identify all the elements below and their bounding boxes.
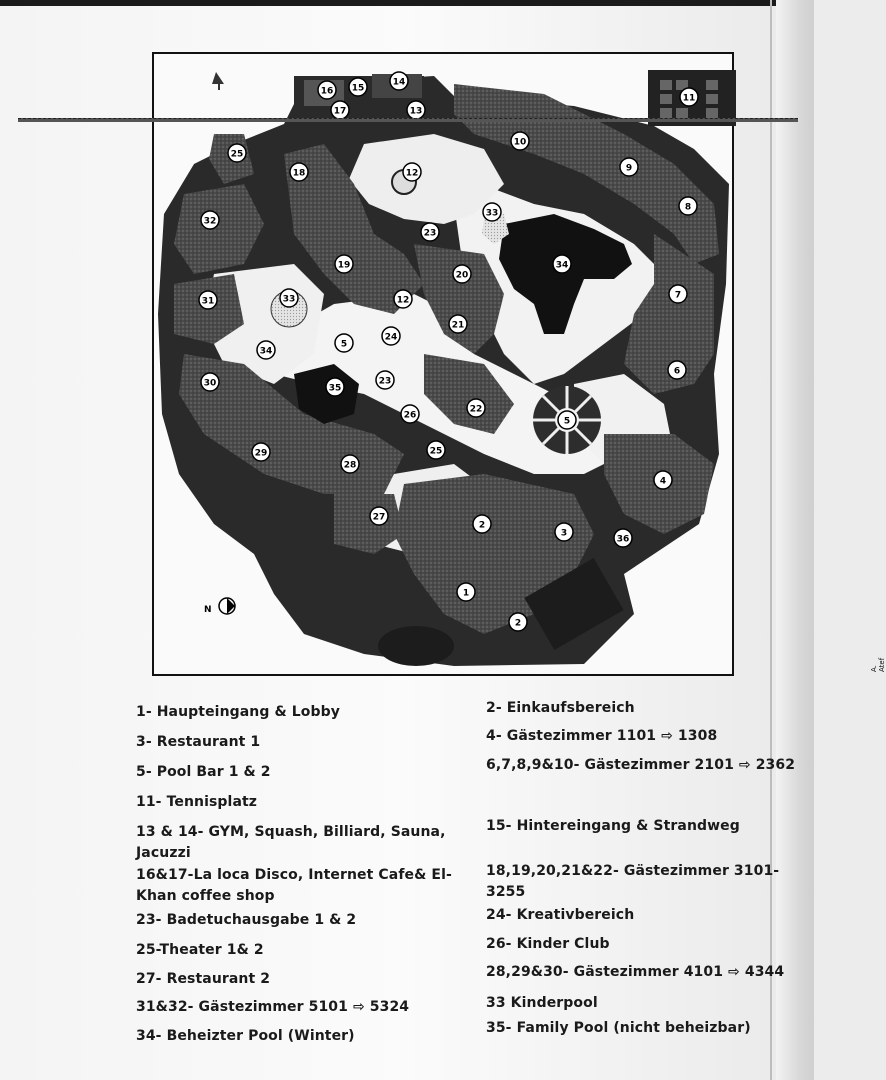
map-marker-label: 17 [333, 106, 347, 117]
map-marker-35 [326, 378, 344, 396]
legend-item-24: 24- Kreativbereich [486, 907, 635, 923]
map-marker-label: 2 [514, 618, 522, 629]
map-marker-11 [680, 88, 698, 106]
map-marker-label: 2 [478, 520, 486, 531]
map-marker-label: 27 [372, 512, 386, 523]
page-fold-line [770, 0, 772, 1080]
map-marker-label: 8 [684, 202, 692, 213]
map-marker-label: 1 [462, 588, 470, 599]
map-marker-label: 9 [625, 163, 633, 174]
map-marker-32 [201, 211, 219, 229]
legend-item-1: 1- Haupteingang & Lobby [136, 704, 340, 720]
map-marker-25 [427, 441, 445, 459]
map-marker-25 [228, 144, 246, 162]
map-marker-8 [679, 197, 697, 215]
map-marker-label: 19 [337, 260, 351, 271]
map-marker-15 [349, 78, 367, 96]
map-marker-label: 6 [673, 366, 681, 377]
map-marker-33 [280, 289, 298, 307]
legend-item-27: 27- Restaurant 2 [136, 971, 271, 987]
map-marker-19 [335, 255, 353, 273]
legend-item-35: 35- Family Pool (nicht beheizbar) [486, 1020, 751, 1036]
map-marker-label: 13 [409, 106, 423, 117]
map-marker-14 [390, 72, 408, 90]
map-marker-label: 26 [403, 410, 417, 421]
legend-item-28-30: 28,29&30- Gästezimmer 4101 ⇨ 4344 [486, 964, 785, 980]
map-marker-24 [382, 327, 400, 345]
legend-item-31-32: 31&32- Gästezimmer 5101 ⇨ 5324 [136, 999, 410, 1015]
map-marker-label: 23 [378, 376, 392, 387]
map-marker-17 [331, 101, 349, 119]
map-marker-label: 12 [405, 168, 419, 179]
map-marker-28 [341, 455, 359, 473]
map-marker-label: 5 [340, 339, 348, 350]
map-marker-label: 25 [230, 149, 244, 160]
map-marker-label: 4 [659, 476, 667, 487]
map-marker-label: 24 [384, 332, 398, 343]
map-marker-label: 36 [616, 534, 630, 545]
legend-item-6-10: 6,7,8,9&10- Gästezimmer 2101 ⇨ 2362 [486, 757, 796, 773]
map-marker-label: 22 [469, 404, 483, 415]
map-marker-label: 14 [392, 77, 406, 88]
map-marker-9 [620, 158, 638, 176]
map-marker-label: 15 [351, 83, 365, 94]
map-marker-12 [394, 290, 412, 308]
map-marker-27 [370, 507, 388, 525]
map-marker-label: 30 [203, 378, 217, 389]
map-marker-label: 34 [555, 260, 569, 271]
map-marker-36 [614, 529, 632, 547]
map-marker-31 [199, 291, 217, 309]
map-marker-label: 33 [485, 208, 499, 219]
map-marker-label: 32 [203, 216, 217, 227]
map-marker-label: 10 [513, 137, 527, 148]
north-label: N [204, 605, 212, 615]
legend-item-13-14: 13 & 14- GYM, Squash, Billiard, Sauna, Jacuzzi [136, 824, 446, 861]
legend-item-26: 26- Kinder Club [486, 936, 610, 952]
map-marker-33 [483, 203, 501, 221]
map-marker-label: 34 [259, 346, 273, 357]
map-marker-label: 31 [201, 296, 215, 307]
map-marker-label: 25 [429, 446, 443, 457]
map-marker-23 [421, 223, 439, 241]
map-marker-2 [509, 613, 527, 631]
map-marker-10 [511, 132, 529, 150]
map-marker-30 [201, 373, 219, 391]
legend-item-4: 4- Gästezimmer 1101 ⇨ 1308 [486, 728, 718, 744]
legend-item-33: 33 Kinderpool [486, 995, 598, 1011]
map-marker-label: 35 [328, 383, 342, 394]
map-marker-29 [252, 443, 270, 461]
map-marker-5 [558, 411, 576, 429]
legend-item-11: 11- Tennisplatz [136, 794, 258, 810]
map-marker-18 [290, 163, 308, 181]
map-marker-2 [473, 515, 491, 533]
legend-item-3: 3- Restaurant 1 [136, 734, 261, 750]
map-marker-label: 16 [320, 86, 334, 97]
map-marker-20 [453, 265, 471, 283]
legend-item-2: 2- Einkaufsbereich [486, 700, 635, 716]
legend-item-15: 15- Hintereingang & Strandweg [486, 818, 740, 834]
map-marker-34 [257, 341, 275, 359]
resort-map-drawing [154, 54, 732, 674]
scan-crease-line [18, 118, 798, 122]
legend-item-18-22: 18,19,20,21&22- Gästezimmer 3101-3255 [486, 863, 780, 900]
legend-item-5: 5- Pool Bar 1 & 2 [136, 764, 271, 780]
map-marker-label: 28 [343, 460, 357, 471]
map-marker-6 [668, 361, 686, 379]
map-marker-5 [335, 334, 353, 352]
map-marker-12 [403, 163, 421, 181]
north-arrow [204, 598, 235, 615]
map-marker-21 [449, 315, 467, 333]
map-marker-label: 23 [423, 228, 437, 239]
map-marker-16 [318, 81, 336, 99]
map-credit: A. Atef [870, 657, 886, 672]
map-marker-label: 3 [560, 528, 568, 539]
map-marker-4 [654, 471, 672, 489]
map-marker-label: 5 [563, 416, 571, 427]
map-marker-34 [553, 255, 571, 273]
map-marker-3 [555, 523, 573, 541]
map-marker-label: 29 [254, 448, 268, 459]
map-marker-label: 33 [282, 294, 296, 305]
legend-item-34: 34- Beheizter Pool (Winter) [136, 1028, 355, 1044]
map-marker-label: 21 [451, 320, 465, 331]
map-marker-label: 18 [292, 168, 306, 179]
legend-item-16-17: 16&17-La loca Disco, Internet Cafe& El-Khan coffee shop [136, 867, 452, 904]
map-marker-label: 20 [455, 270, 469, 281]
map-marker-22 [467, 399, 485, 417]
map-marker-label: 11 [682, 93, 696, 104]
map-marker-1 [457, 583, 475, 601]
map-marker-13 [407, 101, 425, 119]
legend-item-23: 23- Badetuchausgabe 1 & 2 [136, 912, 357, 928]
scan-right-edge [776, 0, 814, 1080]
legend-item-25: 25-Theater 1& 2 [136, 942, 264, 958]
map-marker-23 [376, 371, 394, 389]
map-marker-label: 7 [674, 290, 682, 301]
map-marker-26 [401, 405, 419, 423]
scan-top-edge [0, 0, 814, 6]
beach-area-south [378, 626, 454, 666]
tree-mark [212, 72, 224, 90]
map-marker-7 [669, 285, 687, 303]
resort-map [152, 52, 886, 676]
map-marker-label: 12 [396, 295, 410, 306]
